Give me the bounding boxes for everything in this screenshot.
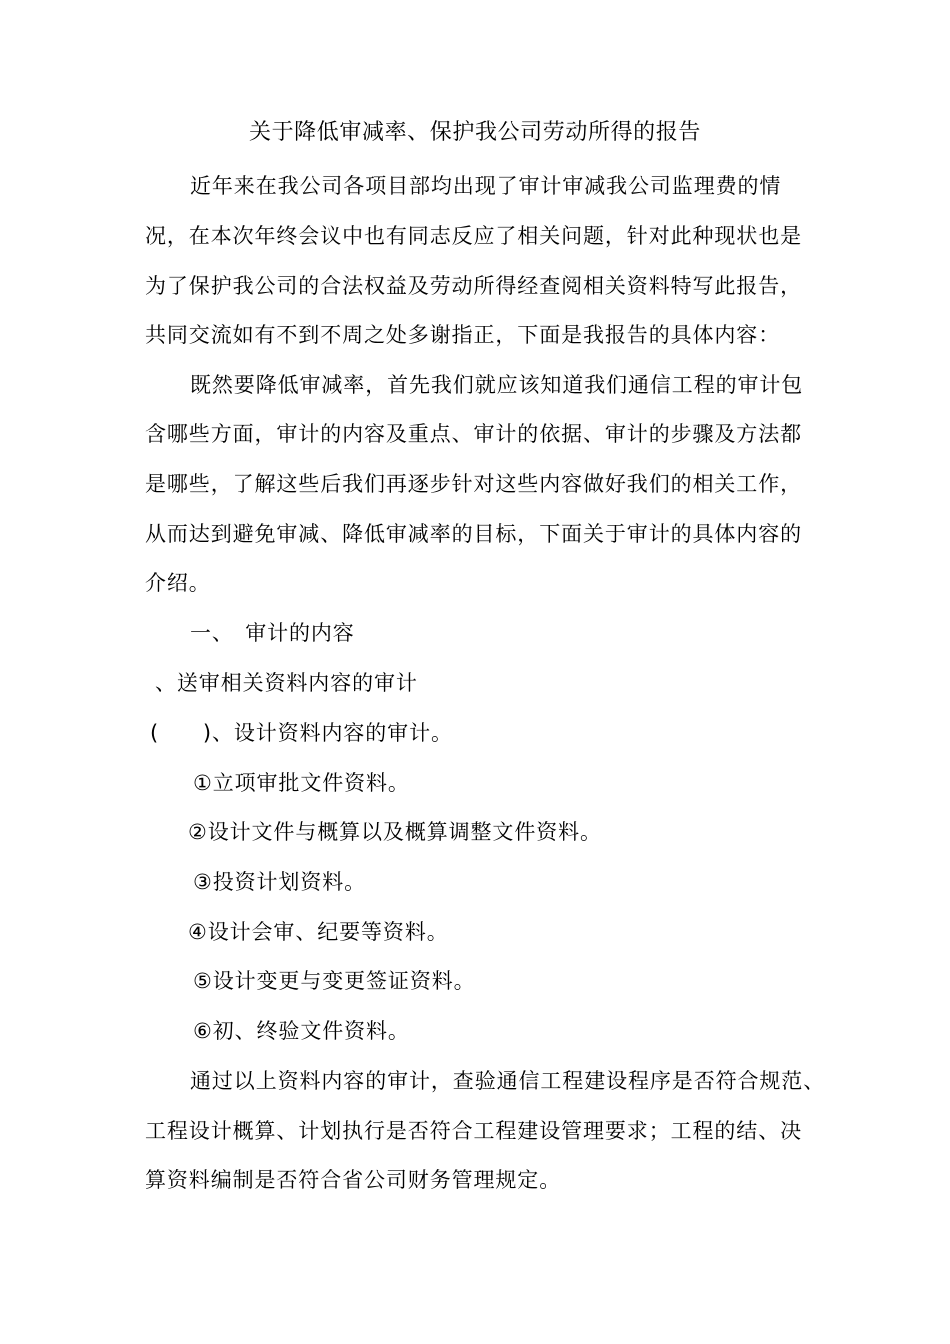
paragraph-line: 算资料编制是否符合省公司财务管理规定。 (145, 1168, 562, 1192)
paragraph-line: 是哪些，了解这些后我们再逐步针对这些内容做好我们的相关工作， (145, 472, 802, 496)
paragraph-line: 共同交流如有不到不周之处多谢指正，下面是我报告的具体内容： (145, 323, 781, 347)
subsection-heading: ( )、设计资料内容的审计。 (150, 721, 453, 745)
list-item: ⑤设计变更与变更签证资料。 (193, 969, 476, 993)
paragraph-line: 为了保护我公司的合法权益及劳动所得经查阅相关资料特写此报告， (145, 274, 802, 298)
list-item: ⑥初、终验文件资料。 (193, 1019, 410, 1043)
paragraph-line: 从而达到避免审减、降低审减率的目标，下面关于审计的具体内容的 (145, 522, 802, 546)
list-item: ①立项审批文件资料。 (193, 771, 410, 795)
paragraph-line: 工程设计概算、计划执行是否符合工程建设管理要求；工程的结、决 (145, 1119, 802, 1143)
paragraph-line: 既然要降低审减率，首先我们就应该知道我们通信工程的审计包 (190, 373, 804, 397)
paragraph-line: 近年来在我公司各项目部均出现了审计审减我公司监理费的情 (190, 174, 782, 198)
document-title: 关于降低审减率、保护我公司劳动所得的报告 (248, 120, 701, 145)
paragraph-line: 介绍。 (145, 571, 211, 595)
section-heading: 一、 审计的内容 (190, 621, 355, 645)
paragraph-line: 况，在本次年终会议中也有同志反应了相关问题，针对此种现状也是 (145, 224, 802, 248)
paragraph-line: 通过以上资料内容的审计，查验通信工程建设程序是否符合规范、 (190, 1069, 826, 1093)
list-item: ②设计文件与概算以及概算调整文件资料。 (188, 820, 602, 844)
subsection-heading: 、送审相关资料内容的审计 (155, 671, 418, 695)
list-item: ④设计会审、纪要等资料。 (188, 920, 449, 944)
paragraph-line: 含哪些方面，审计的内容及重点、审计的依据、审计的步骤及方法都 (145, 422, 802, 446)
list-item: ③投资计划资料。 (193, 870, 367, 894)
